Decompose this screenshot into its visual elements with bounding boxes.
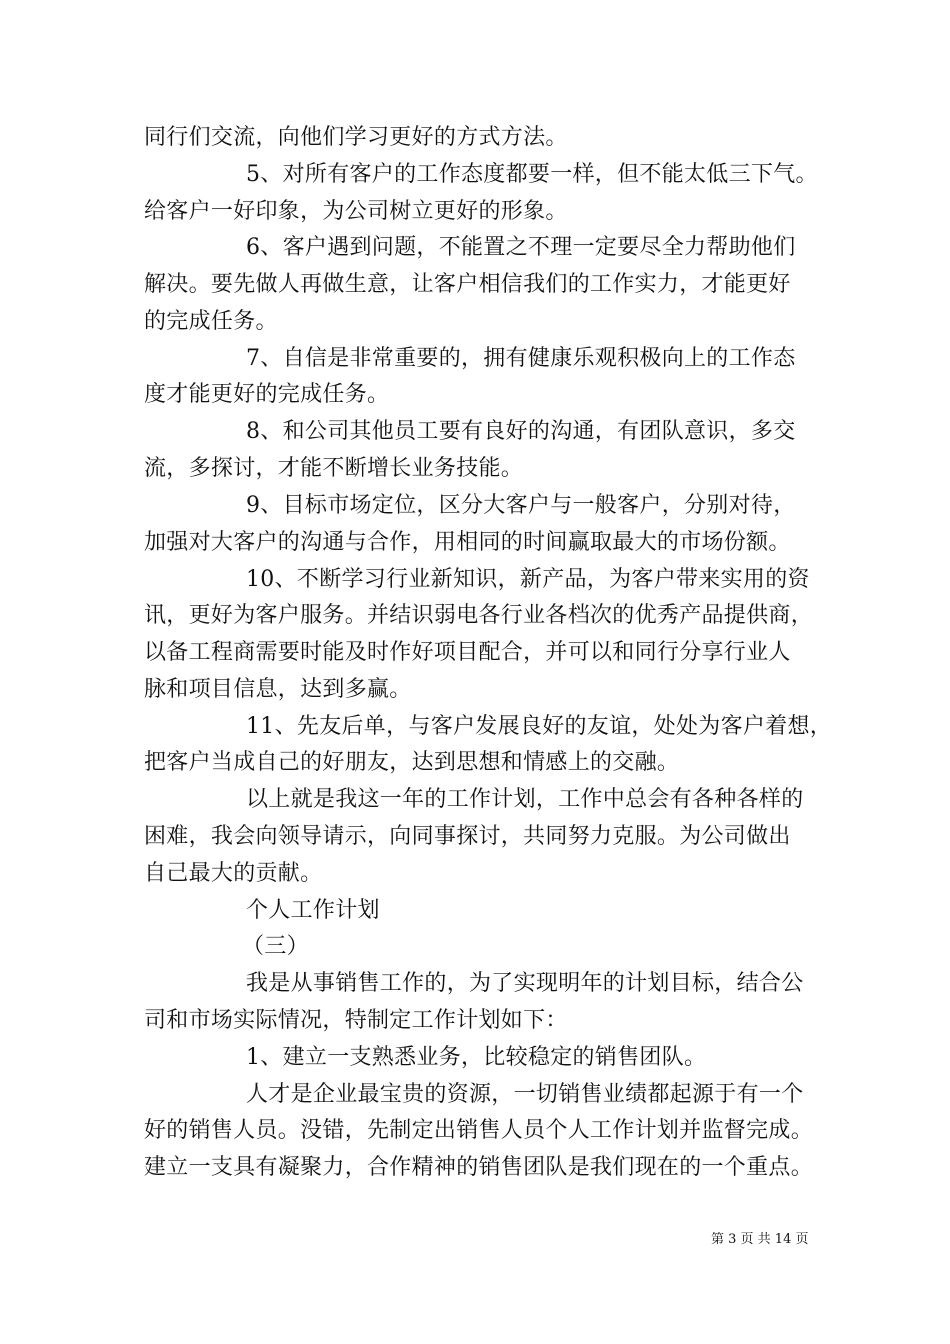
text-line: 脉和项目信息，达到多赢。: [144, 677, 412, 702]
text-line: 7、自信是非常重要的，拥有健康乐观积极向上的工作态: [246, 346, 796, 371]
text-line: 度才能更好的完成任务。: [144, 382, 390, 407]
text-line: 10、不断学习行业新知识，新产品，为客户带来实用的资: [246, 567, 810, 592]
section-heading: 个人工作计划: [246, 898, 380, 923]
text-line: 以上就是我这一年的工作计划，工作中总会有各种各样的: [246, 787, 804, 812]
text-line: 8、和公司其他员工要有良好的沟通，有团队意识，多交: [246, 419, 796, 444]
text-line: 建立一支具有凝聚力，合作精神的销售团队是我们现在的一个重点。: [144, 1155, 814, 1180]
text-line: 5、对所有客户的工作态度都要一样，但不能太低三下气。: [246, 162, 818, 187]
text-line: 1、建立一支熟悉业务，比较稳定的销售团队。: [246, 1045, 707, 1070]
text-line: 自己最大的贡献。: [144, 861, 323, 886]
text-line: 司和市场实际情况，特制定工作计划如下：: [144, 1008, 568, 1033]
text-line: 9、目标市场定位，区分大客户与一般客户，分别对待，: [246, 493, 796, 518]
page-number: 第 3 页 共 14 页: [711, 1232, 809, 1247]
text-line: 困难，我会向领导请示，向同事探讨，共同努力克服。为公司做出: [144, 824, 791, 849]
text-line: 给客户一好印象，为公司树立更好的形象。: [144, 199, 568, 224]
text-line: 讯，更好为客户服务。并结识弱电各行业各档次的优秀产品提供商，: [144, 603, 814, 628]
section-number: （三）: [242, 934, 309, 959]
text-line: 解决。要先做人再做生意，让客户相信我们的工作实力，才能更好: [144, 272, 791, 297]
text-line: 流，多探讨，才能不断增长业务技能。: [144, 456, 524, 481]
text-line: 以备工程商需要时能及时作好项目配合，并可以和同行分享行业人: [144, 640, 791, 665]
text-line: 的完成任务。: [144, 309, 278, 334]
text-line: 我是从事销售工作的，为了实现明年的计划目标，结合公: [246, 971, 804, 996]
text-line: 人才是企业最宝贵的资源，一切销售业绩都起源于有一个: [246, 1082, 804, 1107]
text-line: 好的销售人员。没错，先制定出销售人员个人工作计划并监督完成。: [144, 1118, 814, 1143]
text-line: 把客户当成自己的好朋友，达到思想和情感上的交融。: [144, 750, 680, 775]
text-line: 11、先友后单，与客户发展良好的友谊，处处为客户着想，: [246, 714, 833, 739]
text-line: 同行们交流，向他们学习更好的方式方法。: [144, 125, 568, 150]
text-line: 6、客户遇到问题，不能置之不理一定要尽全力帮助他们: [246, 235, 796, 260]
text-line: 加强对大客户的沟通与合作，用相同的时间赢取最大的市场份额。: [144, 530, 791, 555]
